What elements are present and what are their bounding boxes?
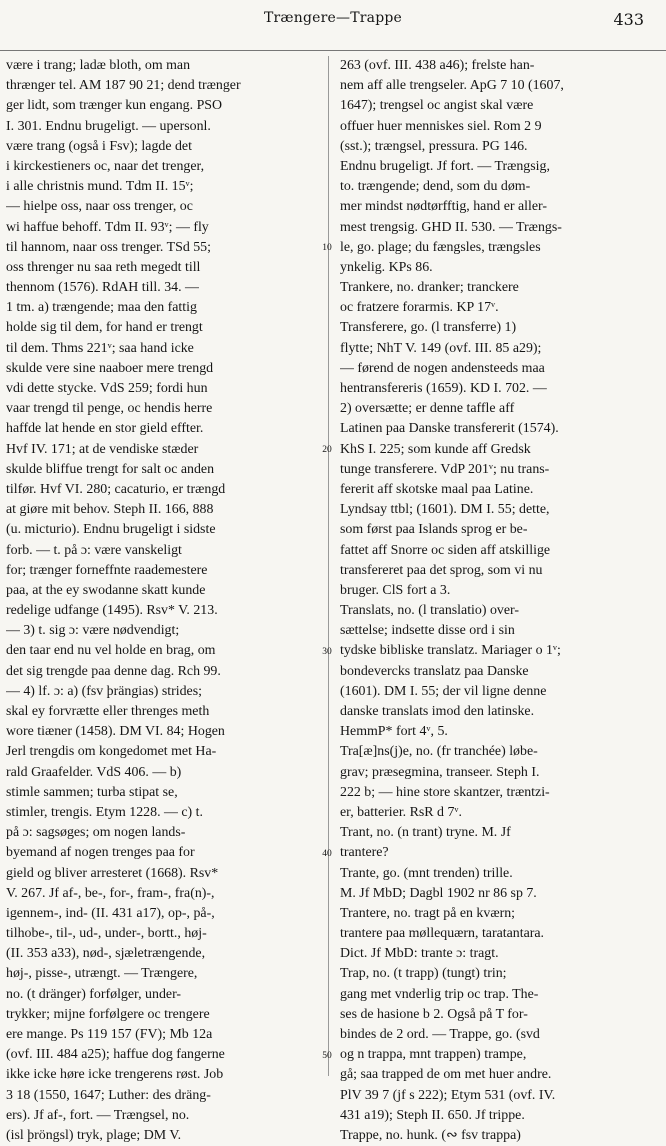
text-line: forb. — t. på ɔ: være vanskeligt — [6, 542, 182, 558]
text-line: Tra[æ]ns(j)e, no. (fr tranchée) løbe- — [340, 744, 538, 760]
text-line: fattet aff Snorre oc siden aff atskillige — [340, 542, 551, 558]
text-line: ers). Jf af-, fort. — Trængsel, no. — [6, 1107, 190, 1123]
text-line: til dem. Thms 221ᵛ; saa hand icke — [6, 340, 194, 356]
text-line: den taar end nu vel holde en brag, om — [6, 643, 216, 659]
text-line: tilfør. Hvf VI. 280; cacaturio, er trængd — [6, 481, 226, 497]
text-line: vdi dette stycke. VdS 259; fordi hun — [6, 381, 208, 396]
text-line: skulde bliffue trengt for salt oc anden — [6, 461, 215, 477]
text-line: trantere paa møllequærn, taratantara. — [340, 926, 545, 942]
text-line: bondevercks translatz paa Danske — [340, 663, 529, 679]
text-line: gå; saa trapped de om met huer andre. — [340, 1067, 552, 1083]
text-line: Dict. Jf MbD: trante ɔ: tragt. — [340, 946, 499, 962]
text-line: (1601). DM I. 55; der vil ligne denne — [340, 683, 547, 699]
text-line: ynkelig. KPs 86. — [340, 259, 433, 275]
text-line: ere mange. Ps 119 157 (FV); Mb 12a — [6, 1027, 213, 1042]
text-line: Hvf IV. 171; at de vendiske stæder — [6, 441, 199, 457]
text-line: bruger. ClS fort a 3. — [340, 582, 451, 598]
text-line: wore tiæner (1458). DM VI. 84; Hogen — [6, 724, 225, 740]
text-line: V. 267. Jf af-, be-, for-, fram-, fra(n)-, — [6, 885, 215, 901]
header-rule — [0, 50, 666, 51]
text-line: holde sig til dem, for hand er trengt — [6, 320, 203, 336]
text-line: gield og bliver arresteret (1668). Rsv* — [6, 865, 219, 881]
text-line: for; trænger forneffnte raademestere — [6, 562, 208, 578]
text-line: Trap, no. (t trapp) (tungt) trin; — [340, 966, 507, 982]
text-line: haffde lat hende en stor gield effter. — [6, 421, 204, 437]
text-line: igennem-, ind- (II. 431 a17), op-, på-, — [6, 905, 215, 921]
text-line: være i trang; ladæ bloth, om man — [6, 58, 191, 73]
text-line: stimle sammen; turba stipat se, — [6, 784, 178, 800]
text-line: 431 a19); Steph II. 650. Jf trippe. — [340, 1107, 525, 1123]
text-line: (isl þröngsl) tryk, plage; DM V. — [6, 1127, 182, 1143]
line-number-marker: 30 — [322, 646, 332, 657]
text-line: — 4) lf. ɔ: a) (fsv þrängias) strides; — [6, 683, 202, 699]
text-line: transfereret paa det sprog, som vi nu — [340, 562, 543, 578]
text-line: wi haffue behoff. Tdm II. 93ᵛ; — fly — [6, 219, 209, 235]
text-line: (sst.); trængsel, pressura. PG 146. — [340, 138, 528, 154]
text-line: skulde vere sine naaboer mere trengd — [6, 360, 214, 376]
text-line: det sig trengde paa denne dag. Rch 99. — [6, 663, 221, 679]
text-line: 1 tm. a) trængende; maa den fattig — [6, 300, 197, 316]
text-line: — førend de nogen andensteeds maa — [340, 360, 545, 376]
text-line: PlV 39 7 (jf s 222); Etym 531 (ovf. IV. — [340, 1087, 556, 1103]
text-line: M. Jf MbD; Dagbl 1902 nr 86 sp 7. — [340, 885, 537, 901]
text-line: høj-, pisse-, utrængt. — Trængere, — [6, 966, 198, 982]
right-column — [340, 56, 656, 1146]
text-line: være trang (også i Fsv); lagde det — [6, 138, 192, 154]
text-line: Endnu brugeligt. Jf fort. — Trængsig, — [340, 158, 550, 174]
text-line: Trant, no. (n trant) tryne. M. Jf — [340, 825, 511, 841]
line-number-marker: 50 — [322, 1050, 332, 1061]
text-line: Trante, go. (mnt trenden) trille. — [340, 865, 513, 881]
text-line: hentransfereris (1659). KD I. 702. — — [340, 381, 547, 396]
text-line: nem aff alle trengseler. ApG 7 10 (1607, — [340, 78, 564, 94]
text-line: sættelse; indsette disse ord i sin — [340, 623, 515, 639]
text-line: i alle christnis mund. Tdm II. 15ᵛ; — [6, 179, 194, 195]
text-line: er, batterier. RsR d 7ᵛ. — [340, 804, 462, 820]
text-line: 2) oversætte; er denne taffle aff — [340, 401, 515, 417]
text-line: 1647); trengsel oc angist skal være — [340, 98, 534, 114]
text-line: — 3) t. sig ɔ: være nødvendigt; — [6, 623, 180, 639]
text-line: vaar trengd til penge, oc hendis herre — [6, 401, 213, 417]
text-line: Trappe, no. hunk. (∾ fsv trappa) — [340, 1127, 521, 1143]
text-line: I. 301. Endnu brugeligt. — upersonl. — [6, 118, 211, 134]
text-line: Translats, no. (l translatio) over- — [340, 603, 519, 619]
line-number-marker: 10 — [322, 242, 332, 253]
text-line: Latinen paa Danske transfererit (1574). — [340, 421, 559, 437]
text-line: Trankere, no. dranker; tranckere — [340, 280, 519, 296]
text-line: 263 (ovf. III. 438 a46); frelste han- — [340, 58, 535, 73]
text-line: trykker; mijne forfølgere oc trengere — [6, 1006, 210, 1022]
text-line: byemand af nogen trenges paa for — [6, 845, 195, 861]
text-line: — hielpe oss, naar oss trenger, oc — [6, 199, 193, 215]
text-line: tydske bibliske translatz. Mariager o 1ᵛ; — [340, 643, 561, 659]
text-line: fererit aff skotske maal paa Latine. — [340, 481, 534, 497]
text-line: Transferere, go. (l transferre) 1) — [340, 320, 517, 336]
text-line: offuer huer menniskes siel. Rom 2 9 — [340, 118, 542, 134]
text-line: Lyndsay ttbl; (1601). DM I. 55; dette, — [340, 502, 550, 518]
left-column — [6, 56, 322, 1146]
text-line: to. trængende; dend, som du døm- — [340, 179, 531, 195]
page-number: 433 — [613, 10, 644, 29]
text-line: tunge transferere. VdP 201ᵛ; nu trans- — [340, 461, 550, 477]
text-line: på ɔ: sagsøges; om nogen lands- — [6, 825, 186, 841]
text-line: 3 18 (1550, 1647; Luther: des dräng- — [6, 1087, 211, 1103]
line-number-marker: 20 — [322, 444, 332, 455]
text-line: bindes de 2 ord. — Trappe, go. (svd — [340, 1027, 540, 1042]
text-line: ses de hasione b 2. Også på T for- — [340, 1006, 528, 1022]
running-title: Trængere—Trappe — [263, 10, 403, 26]
text-line: (II. 353 a33), nød-, sjæletrængende, — [6, 946, 206, 962]
text-line: Trantere, no. tragt på en kværn; — [340, 905, 516, 921]
text-line: thennom (1576). RdAH till. 34. — — [6, 280, 199, 296]
text-line: trantere? — [340, 845, 389, 861]
text-line: HemmP* fort 4ᵛ, 5. — [340, 724, 448, 740]
text-line: at giøre mit behov. Steph II. 166, 888 — [6, 502, 214, 518]
text-line: ger lidt, som trænger kun engang. PSO — [6, 98, 223, 114]
text-line: til hannom, naar oss trenger. TSd 55; — [6, 239, 211, 255]
text-line: (u. micturio). Endnu brugeligt i sidste — [6, 522, 216, 538]
text-line: (ovf. III. 484 a25); haffue dog fangerne — [6, 1047, 225, 1063]
text-line: oc fratzere forarmis. KP 17ᵛ. — [340, 300, 499, 316]
text-line: paa, at the ey swodanne skatt kunde — [6, 582, 206, 598]
text-line: thrænger tel. AM 187 90 21; dend trænger — [6, 78, 241, 94]
text-line: ikke icke høre icke trengerens røst. Job — [6, 1067, 224, 1083]
text-line: mer mindst nødtørfftig, hand er aller- — [340, 199, 547, 215]
text-line: danske translats imod den latinske. — [340, 704, 535, 719]
column-divider — [328, 56, 339, 1076]
text-line: skal ey forvrætte eller threnges meth — [6, 704, 210, 719]
text-line: 222 b; — hine store skantzer, træntzi- — [340, 784, 550, 800]
text-line: tilhobe-, til-, ud-, under-, bortt., høj- — [6, 926, 207, 942]
text-line: redelige udfange (1495). Rsv* V. 213. — [6, 603, 218, 619]
text-line: og n trappa, mnt trappen) trampe, — [340, 1047, 527, 1063]
page-header — [0, 0, 666, 46]
text-line: le, go. plage; du fængsles, trængsles — [340, 239, 541, 255]
text-line: KhS I. 225; som kunde aff Gredsk — [340, 441, 531, 457]
text-line: rald Graafelder. VdS 406. — b) — [6, 764, 182, 780]
text-line: oss threnger nu saa reth megedt till — [6, 259, 201, 275]
text-line: som først paa Islands sprog er be- — [340, 522, 528, 538]
text-line: stimler, trengis. Etym 1228. — c) t. — [6, 804, 203, 820]
text-line: grav; præsegmina, transeer. Steph I. — [340, 764, 540, 780]
text-line: flytte; NhT V. 149 (ovf. III. 85 a29); — [340, 340, 542, 356]
text-line: gang met vnderlig trip oc trap. The- — [340, 986, 539, 1002]
text-line: Jerl trengdis om kongedomet met Ha- — [6, 744, 217, 760]
text-line: i kirckestieners oc, naar det trenger, — [6, 158, 205, 174]
text-line: no. (t dränger) forfølger, under- — [6, 986, 182, 1002]
text-line: mest trengsig. GHD II. 530. — Trængs- — [340, 219, 562, 235]
line-number-marker: 40 — [322, 848, 332, 859]
